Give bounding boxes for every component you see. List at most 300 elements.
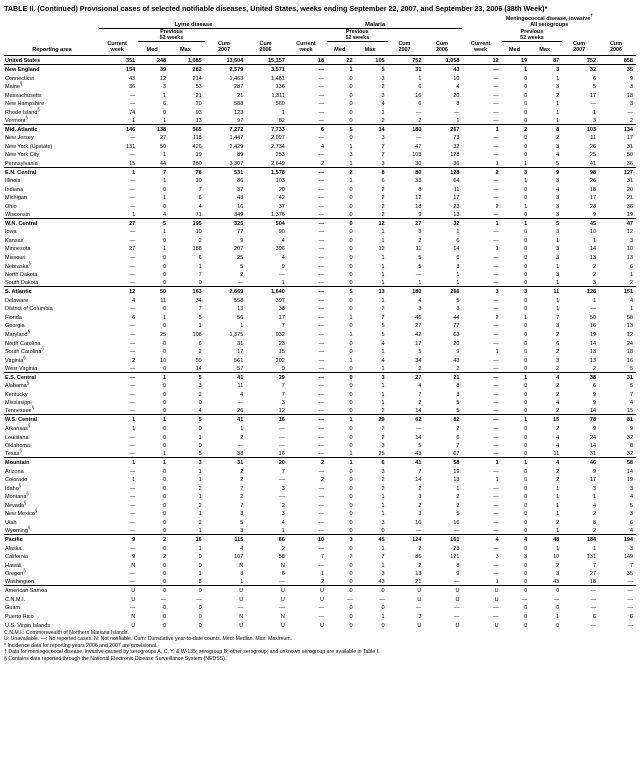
cell-value: —: [129, 468, 136, 475]
row-area-label: Vermont§: [5, 114, 28, 124]
cell-value: 561: [234, 357, 244, 364]
cell-value: 16: [453, 519, 460, 526]
cell-value: 17: [237, 349, 244, 356]
table-row: [4, 73, 636, 82]
cell-value: —: [493, 383, 499, 390]
cell-value: —: [590, 306, 597, 313]
cell-value: 5: [556, 220, 560, 227]
cell-value: 78: [195, 169, 202, 176]
cell-value: 2: [381, 84, 385, 91]
cell-value: 50: [159, 143, 167, 150]
cell-value: 1: [381, 545, 385, 552]
col-mening-med: Med: [508, 47, 520, 54]
cell-value: 0: [349, 135, 353, 142]
cell-value: —: [347, 596, 353, 603]
cell-value: 3: [281, 485, 285, 492]
cell-value: 6: [198, 340, 202, 347]
cell-value: —: [129, 391, 136, 398]
cell-value: 2: [381, 477, 385, 484]
cell-value: 214: [192, 75, 202, 82]
cell-value: —: [318, 383, 325, 390]
cell-value: 3: [556, 195, 560, 202]
cell-value: 5: [198, 314, 202, 321]
cell-value: 32: [626, 434, 633, 441]
cell-value: 1: [381, 391, 385, 398]
cell-value: —: [493, 365, 499, 372]
table-row: [4, 406, 636, 415]
cell-value: 34: [195, 297, 202, 304]
cell-value: 19: [626, 477, 633, 484]
cell-value: 0: [524, 135, 528, 142]
cell-value: 5: [629, 365, 633, 372]
cell-value: 19: [521, 57, 528, 64]
cell-value: 42: [415, 331, 422, 338]
cell-value: 20: [626, 186, 633, 193]
cell-value: 4: [556, 460, 560, 467]
cell-value: 11: [415, 246, 422, 253]
cell-value: 2: [524, 126, 528, 133]
cell-value: 7: [198, 306, 202, 313]
cell-value: 3: [524, 169, 528, 176]
cell-value: 202: [275, 357, 285, 364]
cell-value: —: [129, 92, 136, 99]
cell-value: 30: [415, 160, 422, 167]
cell-value: —: [318, 494, 325, 501]
cell-value: 195: [192, 220, 202, 227]
row-area-label: North Carolina: [5, 340, 41, 347]
cell-value: 3: [556, 323, 560, 330]
cell-value: —: [453, 109, 460, 116]
cell-value: —: [279, 434, 285, 441]
cell-value: —: [196, 596, 202, 603]
cell-value: —: [318, 272, 325, 279]
cell-value: U: [239, 588, 244, 595]
cell-value: 50: [589, 314, 597, 321]
cell-value: 2: [320, 477, 325, 484]
cell-value: 81: [626, 417, 633, 424]
cell-value: 0: [349, 511, 353, 518]
table-row: [4, 312, 636, 321]
cell-value: 14: [378, 126, 385, 133]
cell-value: —: [318, 314, 325, 321]
cell-value: 9: [556, 169, 560, 176]
cell-value: 0: [163, 443, 167, 450]
cell-value: 0: [163, 579, 167, 586]
cell-value: 1: [198, 511, 202, 518]
cell-value: —: [318, 511, 325, 518]
cell-value: —: [318, 246, 325, 253]
cell-value: 2: [592, 365, 597, 372]
cell-value: 325: [234, 220, 244, 227]
table-row: [4, 107, 636, 116]
cell-value: —: [318, 263, 325, 270]
cell-value: —: [279, 443, 285, 450]
cell-value: 7: [556, 314, 560, 321]
cell-value: 0: [381, 622, 385, 629]
cell-value: 123: [234, 109, 244, 116]
cell-value: 67: [453, 451, 460, 458]
cell-value: 0: [524, 229, 528, 236]
cell-value: —: [318, 434, 325, 441]
cell-value: 3,571: [271, 67, 285, 73]
cell-value: 1: [132, 460, 136, 467]
cell-value: 248: [156, 57, 167, 64]
cell-value: 5: [456, 297, 460, 304]
cell-value: 0: [163, 400, 167, 407]
cell-value: 12: [129, 289, 136, 296]
cell-value: 0: [524, 349, 528, 356]
cell-value: 1: [381, 229, 385, 236]
cell-value: 1: [281, 280, 285, 287]
cell-value: 0: [349, 571, 353, 578]
cell-value: 2: [418, 237, 422, 244]
cell-value: 558: [234, 297, 244, 304]
cell-value: 2: [240, 434, 244, 441]
cell-value: 0: [163, 588, 167, 595]
cell-value: 2: [132, 357, 136, 364]
cell-value: —: [129, 229, 136, 236]
cell-value: 10: [317, 537, 325, 544]
col-mening-cum2007: Cum 2007: [573, 41, 586, 54]
cell-value: 1: [556, 109, 560, 116]
cell-value: 57: [237, 365, 244, 372]
cell-value: —: [493, 400, 499, 407]
cell-value: U: [320, 588, 325, 595]
cell-value: U: [417, 588, 422, 595]
cell-value: —: [318, 289, 325, 296]
cell-value: 0: [349, 101, 353, 108]
cell-value: —: [493, 211, 499, 218]
cell-value: 5: [418, 443, 422, 450]
table-row: [4, 329, 636, 338]
cell-value: —: [493, 152, 499, 159]
row-area-label: Texas§: [5, 448, 22, 458]
table-row: [4, 158, 636, 167]
cell-value: —: [237, 605, 244, 612]
cell-value: 15,157: [268, 57, 285, 64]
table-row: [4, 398, 636, 407]
cell-value: 3: [524, 289, 528, 296]
cell-value: 1: [381, 494, 385, 501]
cell-value: —: [493, 92, 499, 99]
cell-value: 77: [453, 323, 460, 330]
cell-value: 59: [195, 357, 202, 364]
cell-value: 0: [524, 152, 528, 159]
cell-value: 2: [418, 562, 422, 569]
group-lyme: Lyme disease: [99, 16, 288, 28]
cell-value: 5: [381, 331, 385, 338]
cell-value: 46: [589, 460, 597, 467]
cell-value: 2: [456, 365, 460, 372]
cell-value: 752: [586, 57, 597, 64]
cell-value: 87: [553, 57, 560, 64]
cell-value: 3: [418, 306, 422, 313]
cell-value: —: [318, 297, 325, 304]
table-row: [4, 184, 636, 193]
cell-value: 7: [240, 485, 244, 492]
cell-value: —: [160, 596, 167, 603]
table-row: [4, 517, 636, 526]
cell-value: 0: [524, 340, 528, 347]
cell-value: —: [493, 195, 499, 202]
cell-value: 45: [589, 220, 597, 227]
cell-value: 44: [453, 314, 460, 321]
cell-value: 1: [524, 374, 528, 381]
cell-value: 0: [524, 391, 528, 398]
cell-value: 19: [453, 468, 460, 475]
cell-value: 7: [281, 468, 285, 475]
cell-value: 2: [240, 468, 244, 475]
cell-value: 19: [589, 331, 597, 338]
cell-value: 0: [524, 117, 528, 124]
cell-value: 0: [163, 571, 167, 578]
cell-value: 26: [589, 143, 597, 150]
table-body: [4, 56, 636, 629]
cell-value: —: [129, 272, 136, 279]
col-lyme-cum2007: Cum 2007: [217, 41, 230, 54]
cell-value: 19: [195, 152, 202, 159]
cell-value: U: [239, 622, 244, 629]
cell-value: 0: [349, 494, 353, 501]
cell-value: 0: [349, 220, 353, 227]
cell-value: 11: [553, 451, 560, 458]
cell-value: —: [318, 195, 325, 202]
cell-value: 6: [418, 101, 422, 108]
cell-value: U: [239, 596, 244, 603]
cell-value: 1: [495, 349, 499, 356]
table-row: [4, 594, 636, 603]
cell-value: 0: [524, 588, 528, 595]
row-area-label: Nebraska§: [5, 260, 31, 270]
cell-value: 2: [495, 169, 499, 176]
cell-value: 13: [626, 323, 633, 330]
footnote-3: † Data for meningococcal disease, invasive caused by serogroups A, C, Y, & W-135; serogroup B; other serogroup; and unknown serogroup are available in Table I.: [4, 649, 380, 656]
cell-value: 13: [453, 477, 460, 484]
cell-value: 1: [281, 528, 285, 535]
cell-value: 565: [192, 126, 202, 133]
cell-value: 2: [163, 554, 167, 561]
cell-value: 43: [415, 451, 422, 458]
cell-value: 8: [456, 383, 460, 390]
cell-value: 2: [381, 186, 385, 193]
cell-value: 3: [495, 289, 499, 296]
cell-value: —: [129, 383, 136, 390]
cell-value: 3: [556, 143, 560, 150]
row-area-label: American Samoa: [5, 588, 48, 595]
col-lyme-cum2006: Cum 2006: [259, 41, 272, 54]
cell-value: 24: [589, 434, 597, 441]
row-area-label: Tennessee§: [5, 405, 34, 415]
cell-value: —: [318, 92, 325, 99]
cell-value: 1: [163, 246, 167, 253]
cell-value: 27: [129, 246, 136, 253]
row-area-label: Utah: [5, 519, 17, 526]
table-row: [4, 210, 636, 219]
cell-value: 21: [195, 92, 202, 99]
table-row: [4, 466, 636, 475]
cell-value: 149: [623, 554, 633, 561]
cell-value: 0: [163, 349, 167, 356]
cell-value: 6: [456, 237, 460, 244]
table-row: [4, 432, 636, 441]
row-area-label: New England: [5, 67, 40, 73]
cell-value: 4: [592, 502, 597, 509]
cell-value: 1: [381, 614, 385, 620]
cell-value: 10: [553, 554, 560, 561]
cell-value: 2: [240, 272, 244, 279]
group-malaria: Malaria: [288, 16, 463, 28]
cell-value: 13: [626, 255, 633, 262]
cell-value: 3: [524, 554, 528, 561]
cell-value: 3: [381, 443, 385, 450]
cell-value: 1: [381, 280, 385, 287]
cell-value: 36: [626, 203, 633, 210]
cell-value: 4: [629, 297, 633, 304]
cell-value: 3: [556, 203, 560, 210]
cell-value: —: [493, 297, 499, 304]
cell-value: 1: [495, 160, 499, 167]
table-row: [4, 295, 636, 304]
cell-value: 25: [589, 152, 597, 159]
cell-value: 6: [556, 340, 560, 347]
footnote-4: § Contains data reported through the National Electronic Disease Surveillance System (NEDSS).: [4, 655, 227, 662]
cell-value: 12: [415, 195, 422, 202]
cell-value: —: [493, 143, 499, 150]
cell-value: 0: [349, 195, 353, 202]
cell-value: 1: [132, 211, 136, 218]
cell-value: 2: [592, 528, 597, 535]
cell-value: N: [131, 614, 136, 620]
cell-value: 41: [589, 160, 597, 167]
cell-value: 2: [418, 545, 422, 552]
cell-value: 1: [381, 502, 385, 509]
cell-value: 10: [195, 178, 202, 185]
cell-value: 0: [524, 408, 528, 415]
cell-value: 17: [589, 195, 597, 202]
cell-value: 0: [349, 255, 353, 262]
cell-value: 3: [418, 229, 422, 236]
cell-value: 3: [629, 101, 633, 108]
cell-value: 124: [412, 537, 422, 544]
col-malaria-max: Max: [364, 47, 376, 54]
cell-value: 15: [278, 349, 285, 356]
cell-value: —: [590, 622, 597, 629]
cell-value: 1: [381, 255, 385, 262]
cell-value: —: [129, 400, 136, 407]
cell-value: 0: [349, 562, 353, 569]
cell-value: 0: [163, 391, 167, 398]
cell-value: 0: [163, 562, 167, 569]
cell-value: 0: [349, 477, 353, 484]
row-area-label: Arkansas§: [5, 423, 31, 432]
cell-value: 1: [163, 178, 167, 185]
cell-value: —: [318, 67, 325, 73]
cell-value: 4: [556, 400, 560, 407]
cell-value: 4: [556, 374, 560, 381]
cell-value: 1: [495, 460, 499, 467]
cell-value: 0: [163, 365, 167, 372]
cell-value: 9: [240, 237, 244, 244]
cell-value: 7: [240, 502, 244, 509]
cell-value: 43: [553, 579, 560, 586]
cell-value: 1: [524, 178, 528, 185]
cell-value: —: [318, 75, 325, 82]
cell-value: 0: [524, 443, 528, 450]
cell-value: 2: [163, 537, 167, 544]
cell-value: 1: [198, 494, 202, 501]
cell-value: 0: [524, 365, 528, 372]
cell-value: 1,085: [187, 57, 202, 64]
row-area-label: New York City: [5, 152, 40, 159]
cell-value: 0: [349, 425, 353, 432]
cell-value: —: [279, 425, 285, 432]
cell-value: 1: [495, 246, 499, 253]
cell-value: 1: [456, 117, 460, 124]
row-area-label: Pennsylvania: [5, 160, 38, 167]
table-row: [4, 492, 636, 501]
cell-value: 118: [192, 135, 202, 142]
cell-value: 31: [415, 67, 422, 73]
cell-value: 0: [524, 263, 528, 270]
cell-value: —: [318, 220, 325, 227]
cell-value: 13: [453, 211, 460, 218]
cell-value: 7: [281, 391, 285, 398]
cell-value: 0: [349, 272, 353, 279]
cell-value: 3: [163, 84, 167, 91]
cell-value: 45: [378, 537, 385, 544]
cell-value: 58: [453, 460, 460, 467]
cell-value: 9: [281, 263, 285, 270]
cell-value: 4: [556, 443, 560, 450]
cell-value: 1: [629, 272, 633, 279]
table-row: [4, 620, 636, 629]
cell-value: 0: [524, 101, 528, 108]
table-row: [4, 381, 636, 390]
row-area-label: Illinois: [5, 178, 21, 185]
cell-value: 82: [453, 417, 460, 424]
cell-value: 1: [381, 237, 385, 244]
cell-value: 0: [163, 425, 167, 432]
cell-value: 0: [524, 571, 528, 578]
cell-value: 1: [163, 229, 167, 236]
cell-value: —: [279, 494, 285, 501]
cell-value: 22: [346, 57, 353, 64]
cell-value: 0: [349, 614, 353, 620]
cell-value: —: [318, 468, 325, 475]
cell-value: 0: [349, 485, 353, 492]
cell-value: 3: [381, 571, 385, 578]
cell-value: —: [318, 101, 325, 108]
cell-value: 4: [281, 255, 285, 262]
cell-value: —: [129, 571, 136, 578]
cell-value: 9: [456, 349, 460, 356]
cell-value: 0: [524, 519, 528, 526]
row-area-label: California: [5, 554, 29, 561]
cell-value: 1,481: [271, 75, 285, 82]
cell-value: 2: [556, 331, 560, 338]
row-area-label: Michigan: [5, 195, 28, 202]
cell-value: 0: [524, 297, 528, 304]
table-row: [4, 201, 636, 210]
cell-value: 7,733: [271, 126, 285, 133]
cell-value: 1,311: [271, 92, 285, 99]
row-area-label: Mississippi: [5, 400, 32, 407]
cell-value: 21: [626, 195, 633, 202]
cell-value: 752: [412, 57, 422, 64]
cell-value: U: [455, 596, 460, 603]
col-mening-current: Current week: [470, 41, 491, 54]
cell-value: —: [493, 391, 499, 398]
